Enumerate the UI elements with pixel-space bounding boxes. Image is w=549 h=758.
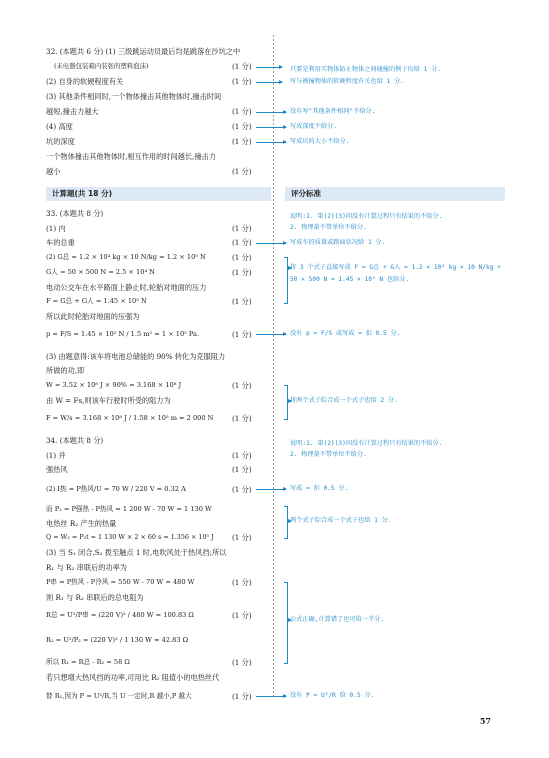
scoring-note: 50 × 500 N = 1.45 × 10⁵ N 也给分. [290,276,410,283]
answer-line: 车的总重 [46,238,75,247]
answer-line: (3) 当 S₁ 闭合,S₂ 拨至触点 1 时,电吹风处于热风挡;所以 [46,548,227,557]
scoring-note: 写成深度不给分. [290,123,338,130]
answer-line: 越小 [46,167,61,176]
answer-line: 32. (本题共 6 分) (1) 三级跳运动员最后均是跳落在沙坑之中 [46,47,241,56]
calc-section-title: 计算题(共 18 分) [46,187,271,201]
answer-line: 而 P₂ = P强热 - P热风 = 1 200 W - 70 W = 1 130 W [46,505,212,513]
scoring-note: 只要是利用实物体防止物体之间碰撞的例子均给 1 分. [290,66,442,73]
answer-line: 由 W = Fs,则该车行驶时所受的阻力为 [46,396,171,405]
answer-line: 34. (本题共 8 分) [46,436,104,445]
score: (1 分) [232,224,252,233]
scoring-note: 没有 p = F/S 或写成 = 扣 0.5 分. [290,330,401,337]
answer-line: Q = W₂ = P₂t = 1 130 W × 2 × 60 s = 1.356 × 10⁵ J [46,533,214,541]
answer-line: F = W/s = 3.168 × 10⁸ J / 1.58 × 10⁵ m ≈ 2 000 N [46,414,214,422]
score: (1 分) [232,238,252,247]
answer-line: 33. (本题共 8 分) [46,209,104,218]
score: (1 分) [232,578,252,587]
answer-line: R₂ = U²/P₂ = (220 V)² / 1 130 W ≈ 42.83 Ω [46,636,189,644]
column-divider [273,35,274,697]
answer-line: 所以此时轮胎对地面的压强为 [46,312,140,321]
score: (1 分) [232,297,252,306]
arrow-icon [256,243,286,244]
brace [284,257,288,304]
score: (1 分) [232,167,252,176]
score: (1 分) [232,253,252,262]
answer-line: 所做的功,即 [46,366,85,375]
arrow-icon [256,112,286,113]
score: (1 分) [232,611,252,620]
scoring-note: 说明:1. 第(2)(3)问没有计算过程只有结果的不给分. [290,440,443,447]
page-number: 57 [479,716,491,726]
answer-line: F = G总 + G人 = 1.45 × 10⁵ N [46,297,147,305]
arrow-icon [256,142,286,143]
scoring-note: 公式正确,计算错了也可给一半分. [290,616,385,623]
score: (1 分) [232,381,252,390]
scoring-note: 写成坑的大小不给分. [290,138,350,145]
answer-line: (3) 由题意得:该车将电池总储能的 90% 转化为克服阻力 [46,352,226,361]
answer-line: (1) 并 [46,451,66,460]
eval-section-title: 评分标准 [285,187,505,201]
answer-line: 强热风 [46,465,68,474]
scoring-note: 2. 物理量不带单位不给分. [290,451,367,458]
answer-line: 若只想增大热风挡的功率,可用比 R₁ 阻值小的电热丝代 [46,673,220,682]
answer-line: p = F/S = 1.45 × 10⁵ N / 1.5 m² ≈ 1 × 10⁵ Pa. [46,330,200,338]
scoring-note: 没有写"其他条件相同"不给分. [290,108,376,115]
answer-line: R总 = U²/P串 = (220 V)² / 480 W ≈ 100.83 Ω [46,611,194,619]
answer-line: 替 R₁,因为 P = U²/R,当 U 一定时,R 越小,P 越大 [46,692,192,700]
scoring-note: 将两个式子综合成一个式子也给 2 分. [290,397,398,404]
score: (1 分) [232,62,252,71]
score: (1 分) [232,465,252,474]
score: (1 分) [232,107,252,116]
arrow-icon [256,67,282,68]
answer-line: 则 R₁ 与 R₂ 串联后的总电阻为 [46,593,144,602]
score: (1 分) [232,414,252,423]
score: (1 分) [232,77,252,86]
arrow-icon [256,127,286,128]
answer-line: 一个物体撞击其他物体时,相互作用的时间越长,撞击力 [46,152,216,161]
answer-line: (3) 其他条件相同时,一个物体撞击其他物体时,撞击时间 [46,92,222,101]
answer-line: 电动公交车在水平路面上静止时,轮胎对地面的压力 [46,283,207,292]
arrow-icon [256,82,282,83]
score: (1 分) [232,451,252,460]
answer-line: P串 = P热风 - P冷风 = 550 W - 70 W = 480 W [46,578,195,586]
arrow-icon [256,334,286,335]
score: (1 分) [232,137,252,146]
arrow-icon [256,489,286,490]
answer-line: (4) 高度 [46,122,73,131]
answer-line: R₁ 与 R₂ 串联后的功率为 [46,563,127,572]
answer-line: (2) G总 = 1.2 × 10⁴ kg × 10 N/kg = 1.2 × 10⁵ N [46,253,206,261]
answer-line: G人 = 50 × 500 N = 2.5 × 10⁴ N [46,268,155,276]
answer-line: 所以 R₁ = R总 - R₂ = 58 Ω [46,658,130,666]
scoring-note: 2. 物理量不带单位不给分. [290,224,367,231]
answer-line: (2) 自身的软硬程度有关 [46,77,124,86]
brace [284,582,288,664]
score: (1 分) [232,122,252,131]
scoring-note: 写成 = 扣 0.5 分. [290,485,349,492]
score: (1 分) [232,692,252,701]
answer-line: W = 3.52 × 10⁸ J × 90% = 3.168 × 10⁸ J [46,381,182,389]
scoring-note: 将 3 个式子直接写成 F = G总 + G人 = 1.2 × 10⁴ kg × 10 N/kg + [290,264,501,271]
score: (1 分) [232,533,252,542]
score: (1 分) [232,485,252,494]
scoring-note: 两个式子综合成一个式子也给 1 分. [290,517,392,524]
answer-line: (1) 内 [46,224,66,233]
score: (1 分) [232,658,252,667]
score: (1 分) [232,330,252,339]
scoring-note: 写与被撞物体的软硬程度有关也给 1 分. [290,78,404,85]
arrow-icon [256,696,286,697]
answer-line: 电热丝 R₂ 产生的热量 [46,519,117,528]
answer-line: 坑的深度 [46,137,75,146]
scoring-note: 没有 P = U²/R 给 0.5 分. [290,692,375,699]
answer-line: (2) I热 = P热风/U = 70 W / 220 V ≈ 0.32 A [46,485,186,493]
scoring-note: 写成车的质量或路面状况给 1 分. [290,239,386,246]
score: (1 分) [232,268,252,277]
scoring-note: 说明:1. 第(2)(3)问没有计算过程只有结果的不给分. [290,213,443,220]
answer-line: (未电器包装箱内装张的塑料泡沫) [54,62,149,70]
answer-line: 越短,撞击力越大 [46,107,99,116]
